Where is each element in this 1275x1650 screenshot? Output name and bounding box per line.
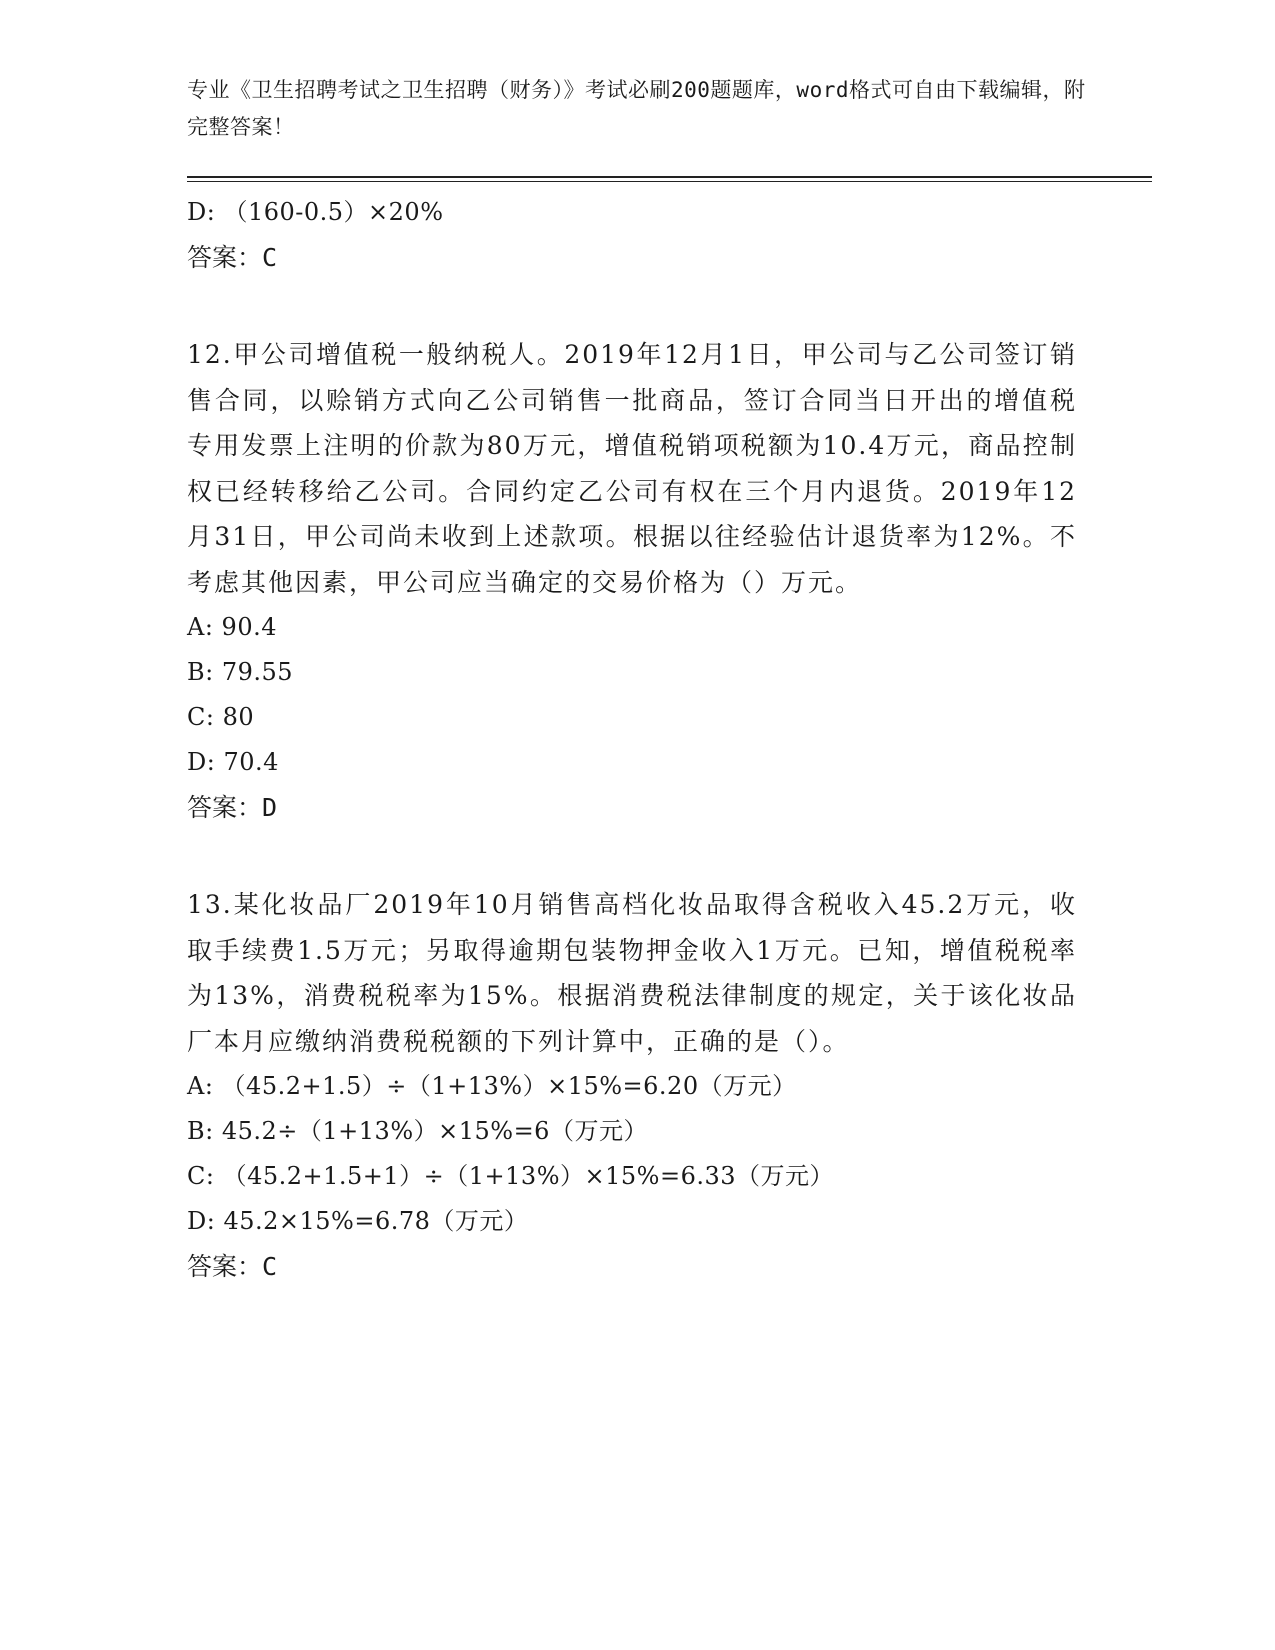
option-d: D: 45.2×15%=6.78（万元） <box>187 1207 529 1235</box>
option-a: A: 90.4 <box>187 613 277 641</box>
header-divider <box>187 176 1152 182</box>
option-c: C: 80 <box>187 703 255 731</box>
document-body <box>187 190 1087 1289</box>
page-header: 专业《卫生招聘考试之卫生招聘（财务）》考试必刷200题题库，word格式可自由下载编辑，附完整答案！ <box>187 78 1086 139</box>
question-13 <box>187 882 1087 1289</box>
answer: 答案：D <box>187 793 278 822</box>
option-c: C: （45.2+1.5+1）÷（1+13%）×15%=6.33（万元） <box>187 1162 835 1190</box>
option-b: B: 79.55 <box>187 658 294 686</box>
prev-answer: 答案：C <box>187 243 278 272</box>
option-b: B: 45.2÷（1+13%）×15%=6（万元） <box>187 1117 648 1145</box>
question-stem: 12.甲公司增值税一般纳税人。2019年12月1日，甲公司与乙公司签订销售合同，以赊销方式向乙公司销售一批商品，签订合同当日开出的增值税专用发票上注明的价款为80万元，增值税销项税额为10.4万元，商品控制权已经转移给乙公司。合同约定乙公司有权在三个月内退货。2019年12月31日，甲公司尚未收到上述款项。根据以往经验估计退货率为12%。不考虑其他因素，甲公司应当确定的交易价格为（）万元。 <box>187 340 1077 597</box>
answer: 答案：C <box>187 1252 278 1281</box>
option-a: A: （45.2+1.5）÷（1+13%）×15%=6.20（万元） <box>187 1072 797 1100</box>
option-d: D: 70.4 <box>187 748 279 776</box>
question-stem: 13.某化妆品厂2019年10月销售高档化妆品取得含税收入45.2万元，收取手续费1.5万元；另取得逾期包装物押金收入1万元。已知，增值税税率为13%，消费税税率为15%。根据消费税法律制度的规定，关于该化妆品厂本月应缴纳消费税税额的下列计算中，正确的是（）。 <box>187 890 1077 1056</box>
question-12 <box>187 332 1087 830</box>
prev-option-d: D: （160-0.5）×20% <box>187 198 444 226</box>
